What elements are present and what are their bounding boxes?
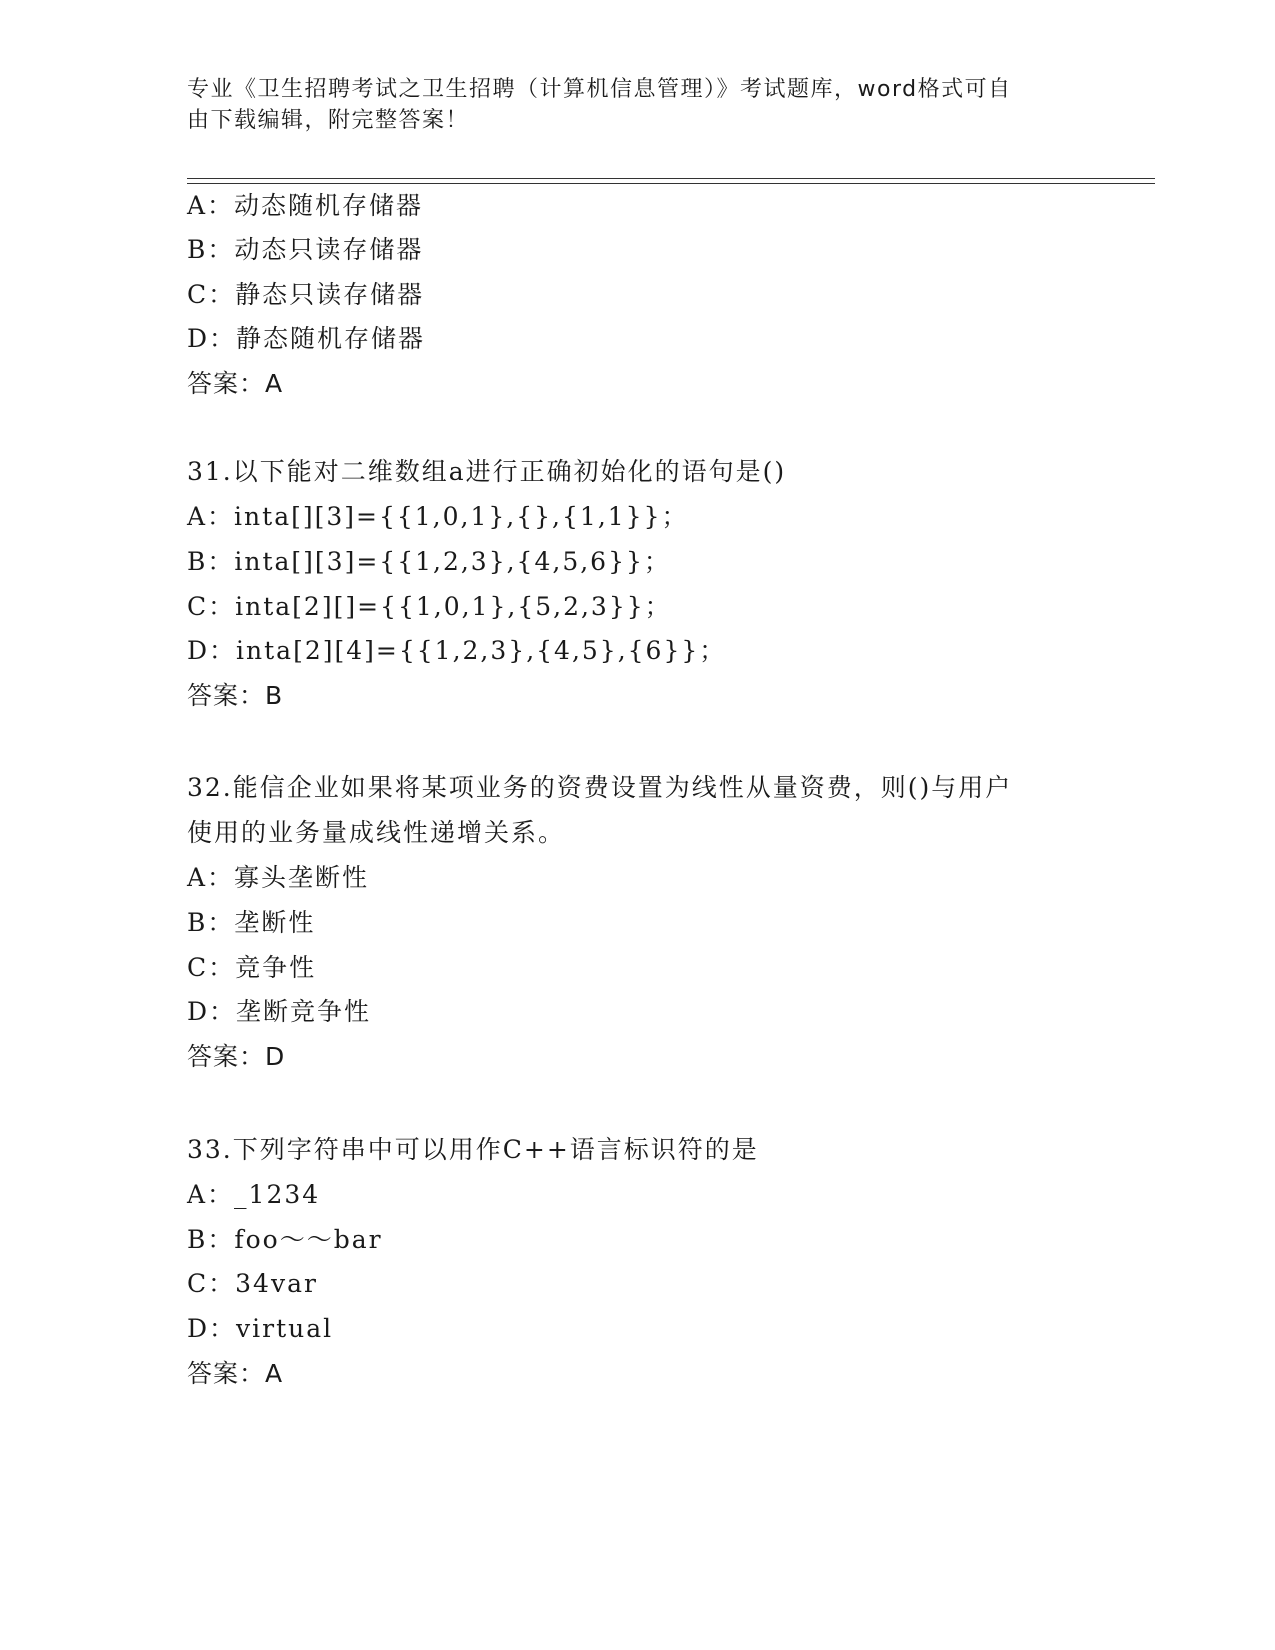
q32-option-d: D：垄断竞争性: [187, 997, 372, 1026]
q32-question-line-1: 32.能信企业如果将某项业务的资费设置为线性从量资费，则()与用户: [187, 773, 1013, 802]
header-divider-top: [187, 178, 1155, 179]
q31-option-c: C：inta[2][]={{1,0,1},{5,2,3}}；: [187, 592, 672, 621]
q30-option-d: D：静态随机存储器: [187, 324, 426, 353]
q32-option-a: A：寡头垄断性: [187, 863, 370, 892]
q33-option-d: D：virtual: [187, 1314, 334, 1343]
q33-question: 33.下列字符串中可以用作C++语言标识符的是: [187, 1135, 759, 1164]
q30-option-c: C：静态只读存储器: [187, 280, 425, 309]
q31-option-b: B：inta[][3]={{1,2,3},{4,5,6}}；: [187, 547, 671, 576]
q31-option-a: A：inta[][3]={{1,0,1},{},{1,1}}；: [187, 502, 689, 531]
q30-option-a: A：动态随机存储器: [187, 191, 424, 220]
q32-answer: 答案：D: [187, 1042, 286, 1071]
q33-option-c: C：34var: [187, 1269, 318, 1298]
q33-option-b: B：foo～～bar: [187, 1225, 383, 1254]
q31-option-d: D：inta[2][4]={{1,2,3},{4,5},{6}}；: [187, 636, 727, 665]
document-header: [187, 74, 1067, 136]
q30-option-b: B：动态只读存储器: [187, 235, 424, 264]
header-divider-bottom: [187, 183, 1155, 184]
q31-question: 31.以下能对二维数组a进行正确初始化的语句是(): [187, 457, 787, 486]
q33-option-a: A：_1234: [187, 1180, 321, 1209]
header-line-1: 专业《卫生招聘考试之卫生招聘（计算机信息管理）》考试题库，word格式可自: [187, 77, 1012, 102]
q32-option-b: B：垄断性: [187, 908, 316, 937]
q30-answer: 答案：A: [187, 369, 284, 398]
header-line-2: 由下载编辑，附完整答案！: [187, 108, 470, 133]
q33-answer: 答案：A: [187, 1359, 284, 1388]
q32-option-c: C：竞争性: [187, 953, 317, 982]
q31-answer: 答案：B: [187, 681, 284, 710]
q32-question-line-2: 使用的业务量成线性递增关系。: [187, 818, 566, 847]
